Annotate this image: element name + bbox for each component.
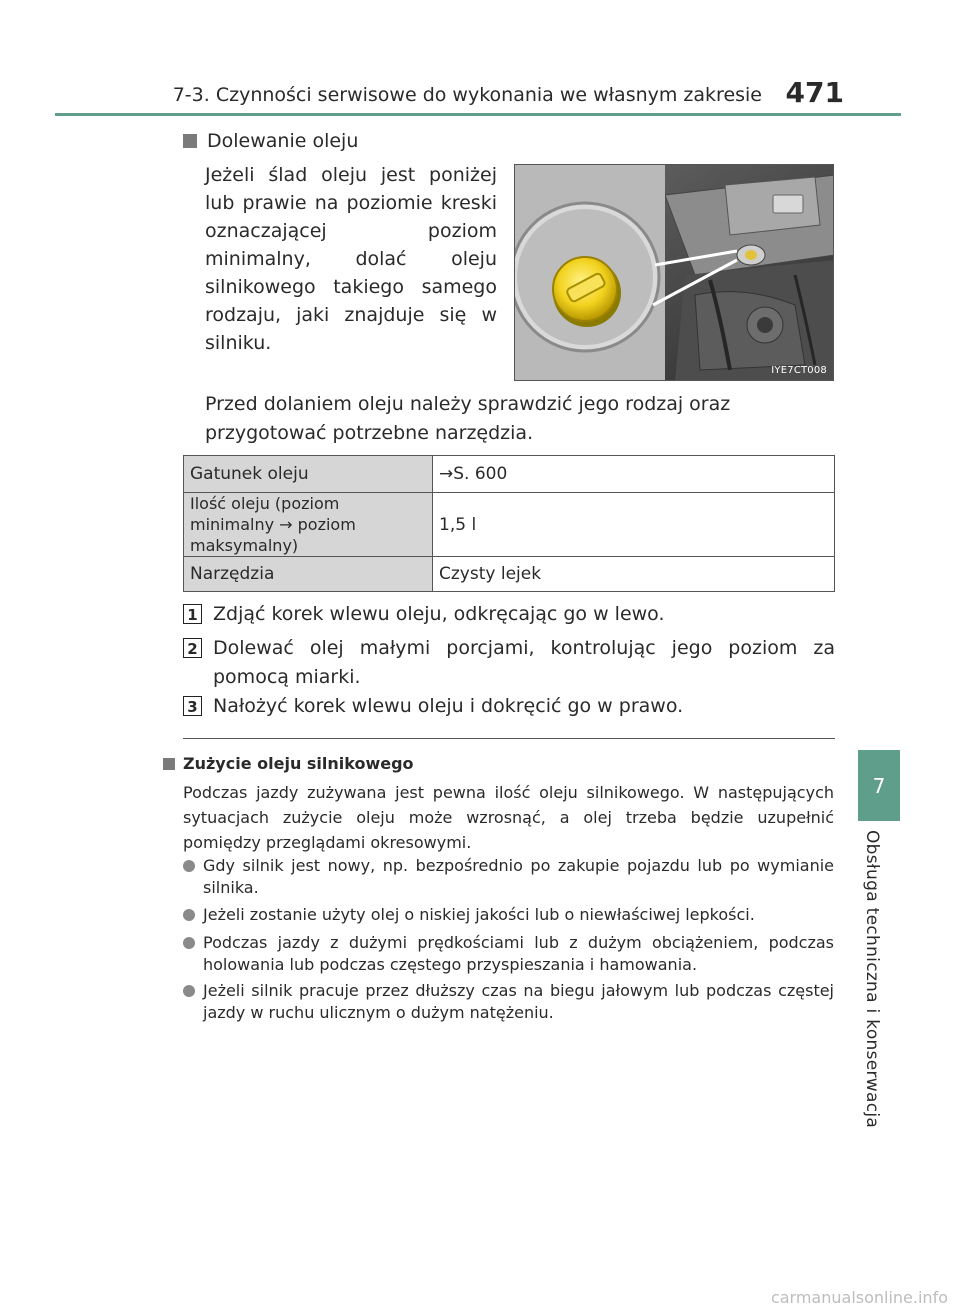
step-text: Zdjąć korek wlewu oleju, odkręcając go w lewo.: [213, 603, 665, 625]
engine-bay-illustration: [514, 164, 834, 381]
step-text: Nałożyć korek wlewu oleju i dokręcić go w prawo.: [213, 695, 684, 717]
step-item: [183, 692, 835, 721]
header-title: 7-3. Czynności serwisowe do wykonania we własnym zakresie: [172, 84, 762, 106]
step-number: 2: [183, 638, 202, 658]
oil-spec-table: [183, 455, 835, 592]
list-item: [183, 904, 834, 926]
list-item: [183, 980, 834, 1024]
round-bullet-icon: [183, 937, 195, 949]
square-bullet-icon: [163, 758, 175, 770]
note-heading-text: Zużycie oleju silnikowego: [183, 754, 414, 773]
list-item-text: Podczas jazdy z dużymi prędkościami lub z dużym obciążeniem, podczas holowania lub podczas częstego przyspieszania i hamowania.: [203, 933, 834, 974]
preparation-paragraph: Przed dolaniem oleju należy sprawdzić jego rodzaj oraz przygotować potrzebne narzędzia.: [205, 393, 731, 444]
table-label-cell: Ilość oleju (poziom minimalny → poziom maksymalny): [184, 493, 433, 557]
chapter-tab: [858, 750, 900, 821]
section-heading-text: Dolewanie oleju: [207, 130, 359, 152]
section-heading: [183, 130, 358, 152]
square-bullet-icon: [183, 134, 197, 148]
table-row: [184, 456, 835, 493]
table-value-cell: Czysty lejek: [433, 557, 835, 592]
round-bullet-icon: [183, 985, 195, 997]
chapter-number: 7: [872, 773, 886, 798]
chapter-title: Obsługa techniczna i konserwacja: [862, 830, 882, 1129]
step-number: 1: [183, 604, 202, 624]
table-label-cell: Gatunek oleju: [184, 456, 433, 493]
note-paragraph: Podczas jazdy zużywana jest pewna ilość oleju silnikowego. W następujących sytuacjach zużycie oleju może wzrosnąć, a olej trzeba będzie uzupełnić pomiędzy przeglądami okresowymi.: [183, 783, 834, 852]
figure-code: IYE7CT008: [771, 365, 827, 376]
watermark: carmanualsonline.info: [770, 1288, 948, 1307]
list-item: [183, 932, 834, 976]
round-bullet-icon: [183, 909, 195, 921]
intro-paragraph: Jeżeli ślad oleju jest poniżej lub prawie na poziomie kreski oznaczającej poziom minimalny, dolać oleju silnikowego takiego samego rodzaju, jaki znajduje się w silniku.: [205, 164, 497, 354]
header-divider: [55, 113, 901, 116]
list-item-text: Jeżeli zostanie użyty olej o niskiej jakości lub o niewłaściwej lepkości.: [203, 905, 755, 924]
list-item-text: Jeżeli silnik pracuje przez dłuższy czas na biegu jałowym lub podczas częstej jazdy w ruchu ulicznym o dużym natężeniu.: [203, 981, 834, 1022]
round-bullet-icon: [183, 860, 195, 872]
note-heading: [163, 754, 414, 773]
list-item: [183, 855, 834, 899]
page-number: 471: [785, 76, 844, 109]
step-text: Dolewać olej małymi porcjami, kontrolując jego poziom za pomocą miarki.: [213, 637, 835, 688]
step-item: [183, 634, 835, 692]
step-item: [183, 600, 835, 629]
engine-bay-drawing: [515, 165, 834, 381]
step-number: 3: [183, 696, 202, 716]
table-row: [184, 557, 835, 592]
table-value-cell: →S. 600: [433, 456, 835, 493]
table-label-cell: Narzędzia: [184, 557, 433, 592]
table-row: [184, 493, 835, 557]
section-divider: [183, 738, 835, 739]
table-value-cell: 1,5 l: [433, 493, 835, 557]
list-item-text: Gdy silnik jest nowy, np. bezpośrednio po zakupie pojazdu lub po wymianie silnika.: [203, 856, 834, 897]
